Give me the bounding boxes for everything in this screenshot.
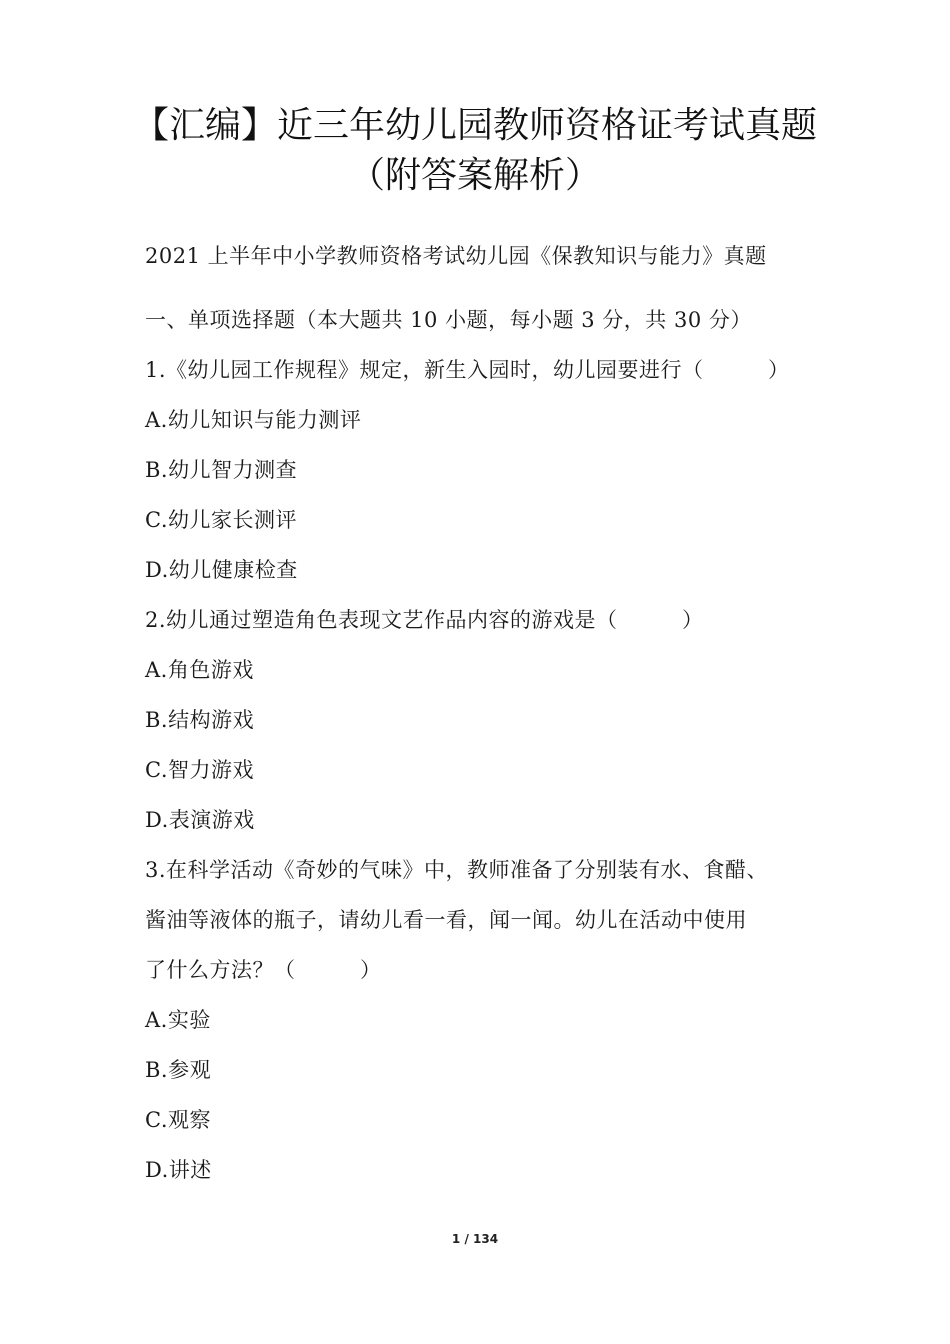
exam-subtitle: 2021 上半年中小学教师资格考试幼儿园《保教知识与能力》真题	[145, 244, 767, 268]
question-3-option-a: A.实验	[145, 1008, 211, 1032]
question-1-stem: 1.《幼儿园工作规程》规定，新生入园时，幼儿园要进行（ ）	[145, 358, 790, 382]
question-2-option-a: A.角色游戏	[145, 658, 254, 682]
question-3-option-b: B.参观	[145, 1058, 212, 1082]
section-heading: 一、单项选择题（本大题共 10 小题，每小题 3 分，共 30 分）	[145, 308, 752, 332]
question-1-option-c: C.幼儿家长测评	[145, 508, 297, 532]
question-2-stem: 2.幼儿通过塑造角色表现文艺作品内容的游戏是（ ）	[145, 608, 704, 632]
question-3-option-d: D.讲述	[145, 1158, 212, 1182]
question-2-option-d: D.表演游戏	[145, 808, 255, 832]
question-3-stem-line1: 3.在科学活动《奇妙的气味》中，教师准备了分别装有水、食醋、	[145, 858, 769, 882]
page-indicator: 1 / 134	[451, 1232, 499, 1246]
question-1-option-b: B.幼儿智力测查	[145, 458, 298, 482]
question-1-option-d: D.幼儿健康检查	[145, 558, 298, 582]
question-2-option-c: C.智力游戏	[145, 758, 254, 782]
question-3-option-c: C.观察	[145, 1108, 211, 1132]
document-title-line2: （附答案解析）	[348, 155, 601, 196]
question-3-stem-line2: 酱油等液体的瓶子，请幼儿看一看，闻一闻。幼儿在活动中使用	[145, 908, 747, 932]
question-2-option-b: B.结构游戏	[145, 708, 255, 732]
question-3-stem-line3: 了什么方法？（ ）	[145, 958, 382, 982]
document-title-line1: 【汇编】近三年幼儿园教师资格证考试真题	[132, 105, 817, 146]
question-1-option-a: A.幼儿知识与能力测评	[145, 408, 362, 432]
